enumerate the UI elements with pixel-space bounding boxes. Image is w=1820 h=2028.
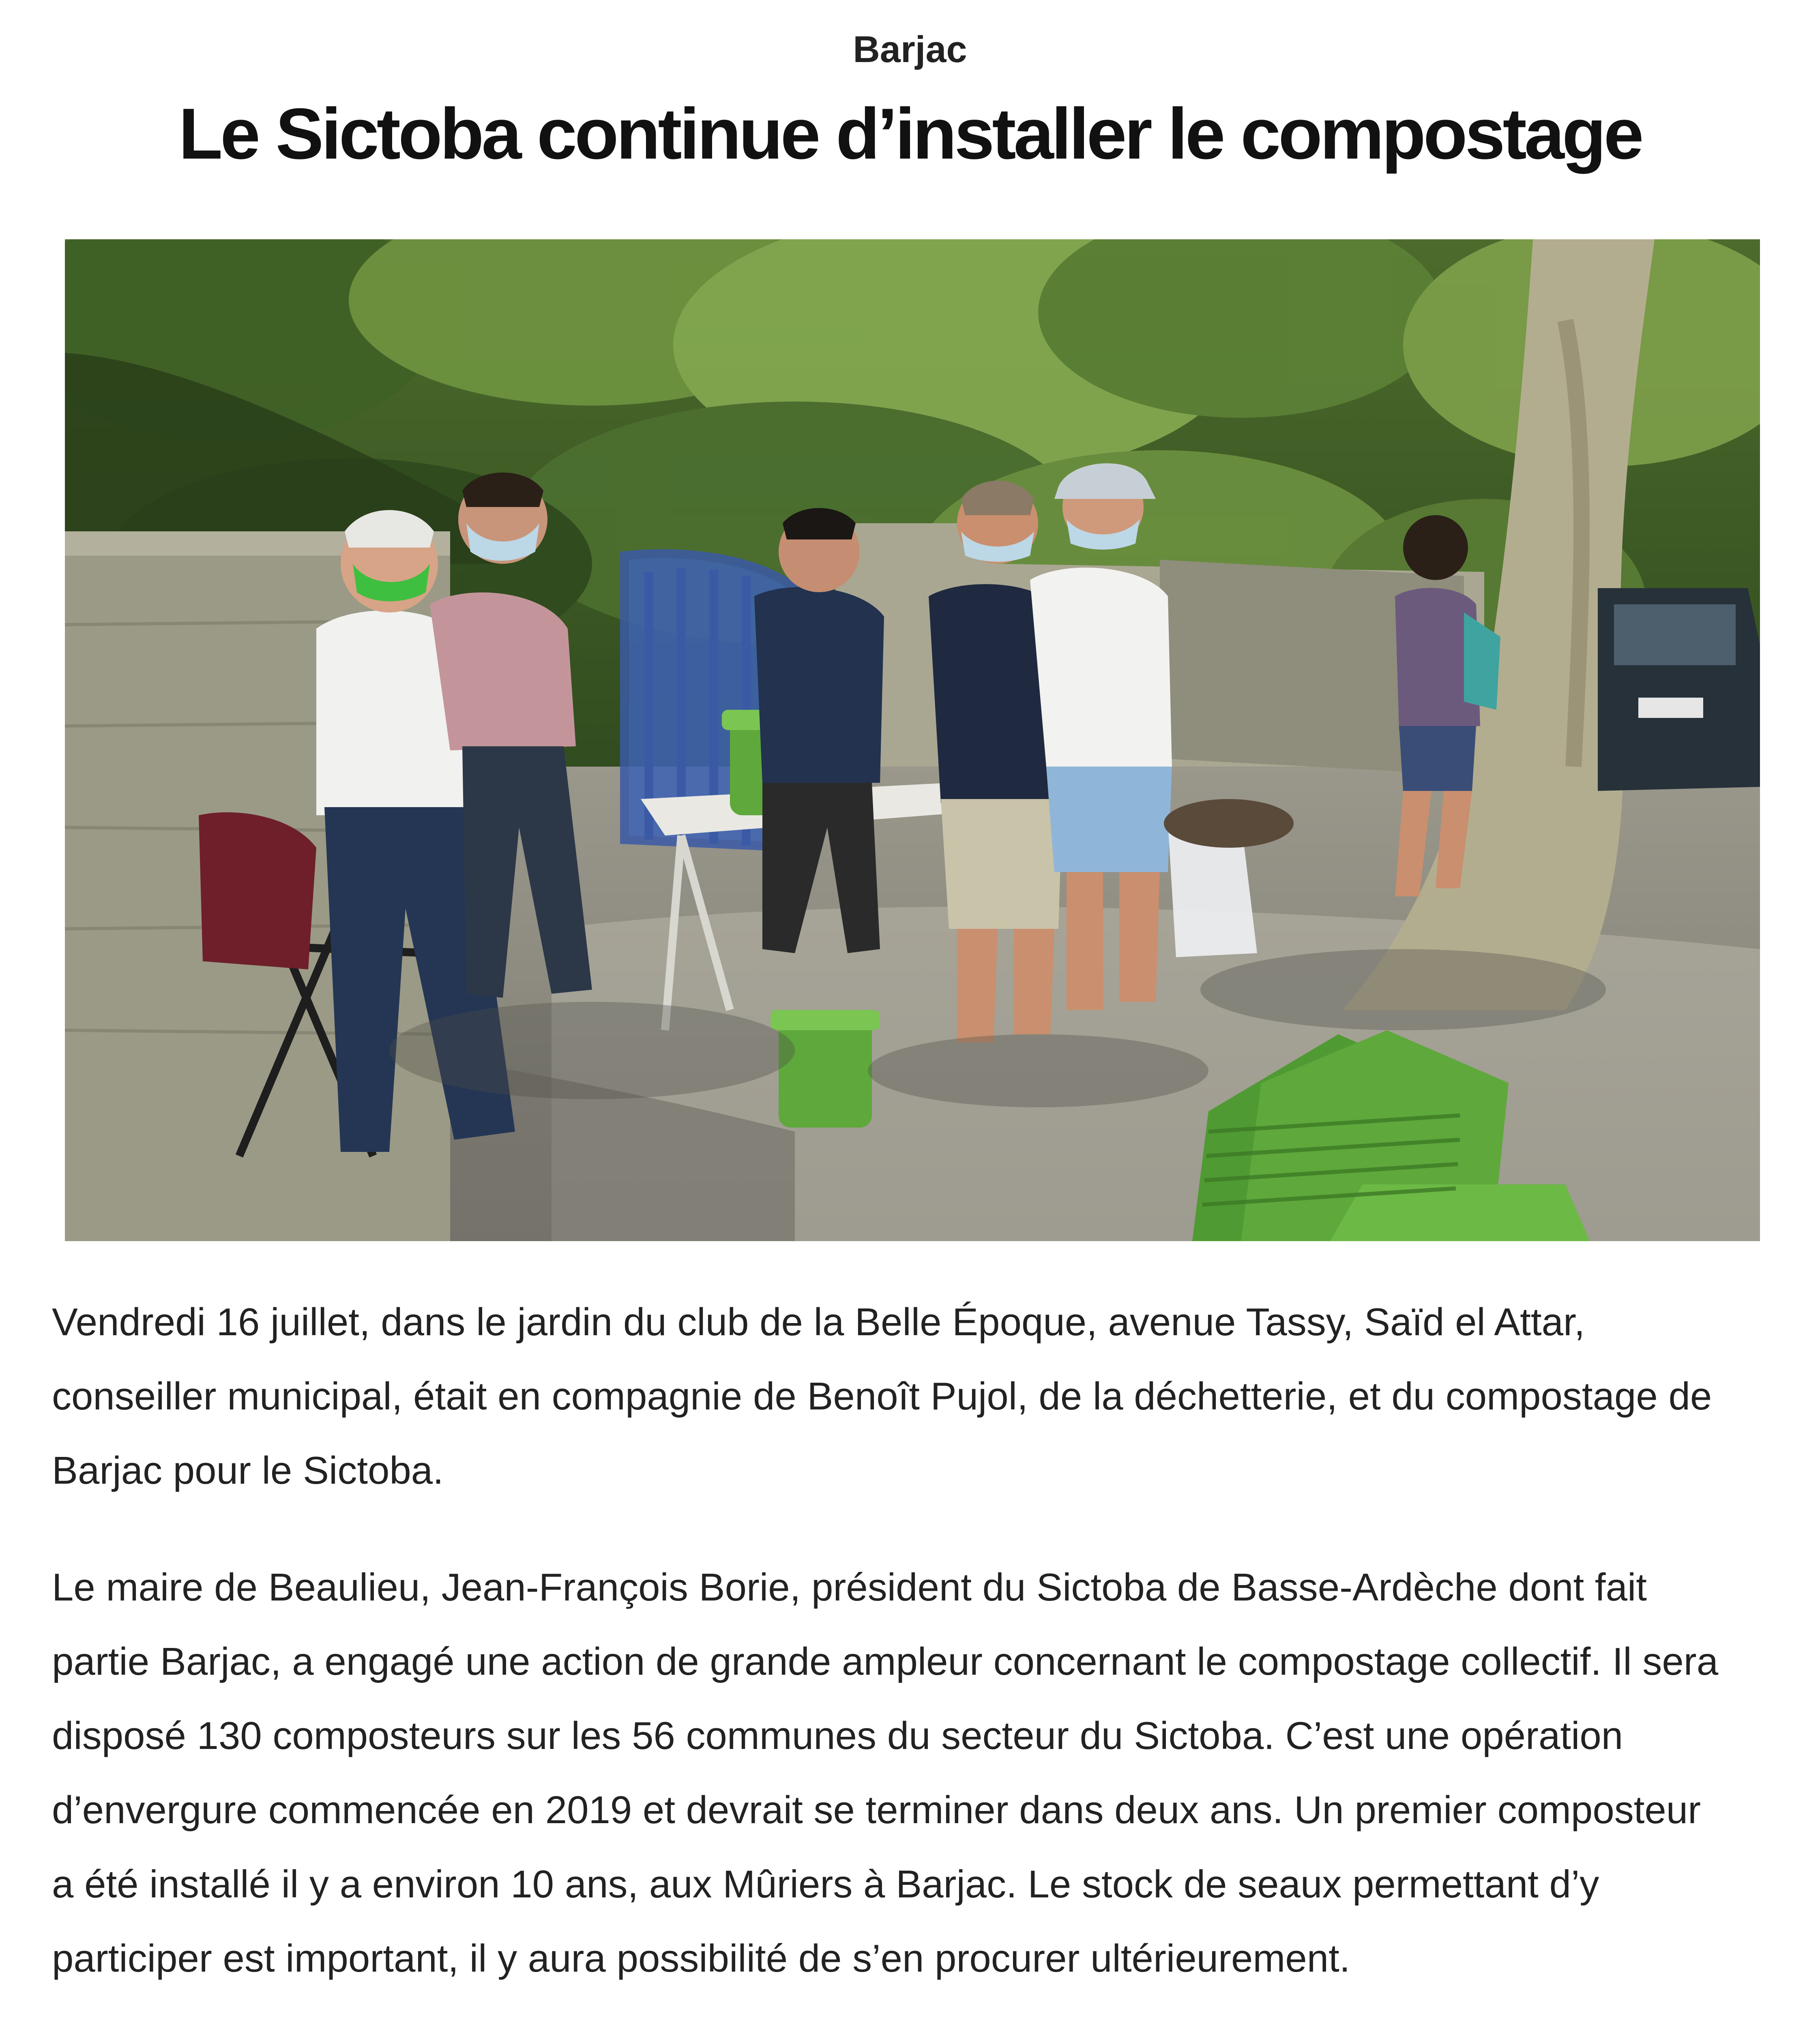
paragraph-line: Barjac pour le Sictoba.	[52, 1449, 444, 1492]
paragraph-2	[52, 1550, 1779, 1996]
paragraph-line: participer est important, il y aura possibilité de s’en procurer ultérieurement.	[52, 1937, 1350, 1980]
paragraph-line: conseiller municipal, était en compagnie de Benoît Pujol, de la déchetterie, et du compostage de	[52, 1375, 1712, 1418]
paragraph-line: disposé 130 composteurs sur les 56 communes du secteur du Sictoba. C’est une opération	[52, 1714, 1623, 1757]
article-photo	[65, 239, 1760, 1241]
paragraph-line: a été installé il y a environ 10 ans, aux Mûriers à Barjac. Le stock de seaux permettant d’y	[52, 1863, 1599, 1906]
parked-car	[1598, 588, 1760, 791]
tub	[1164, 799, 1294, 848]
photo-illustration	[65, 239, 1760, 1241]
paragraph-line: d’envergure commencée en 2019 et devrait se terminer dans deux ans. Un premier composteur	[52, 1788, 1701, 1832]
paragraph-line: Le maire de Beaulieu, Jean-François Borie, président du Sictoba de Basse-Ardèche dont fait	[52, 1566, 1647, 1609]
jacket-on-chair	[199, 812, 316, 969]
article-kicker: Barjac	[853, 29, 967, 70]
article-headline: Le Sictoba continue d’installer le compostage	[178, 93, 1642, 174]
compost-bucket-ground	[770, 1010, 880, 1128]
paragraph-1	[52, 1285, 1779, 1508]
paragraph-line: partie Barjac, a engagé une action de grande ampleur concernant le compostage collectif. Il sera	[52, 1640, 1719, 1683]
paragraph-line: Vendredi 16 juillet, dans le jardin du club de la Belle Époque, avenue Tassy, Saïd el Attar,	[52, 1300, 1585, 1344]
